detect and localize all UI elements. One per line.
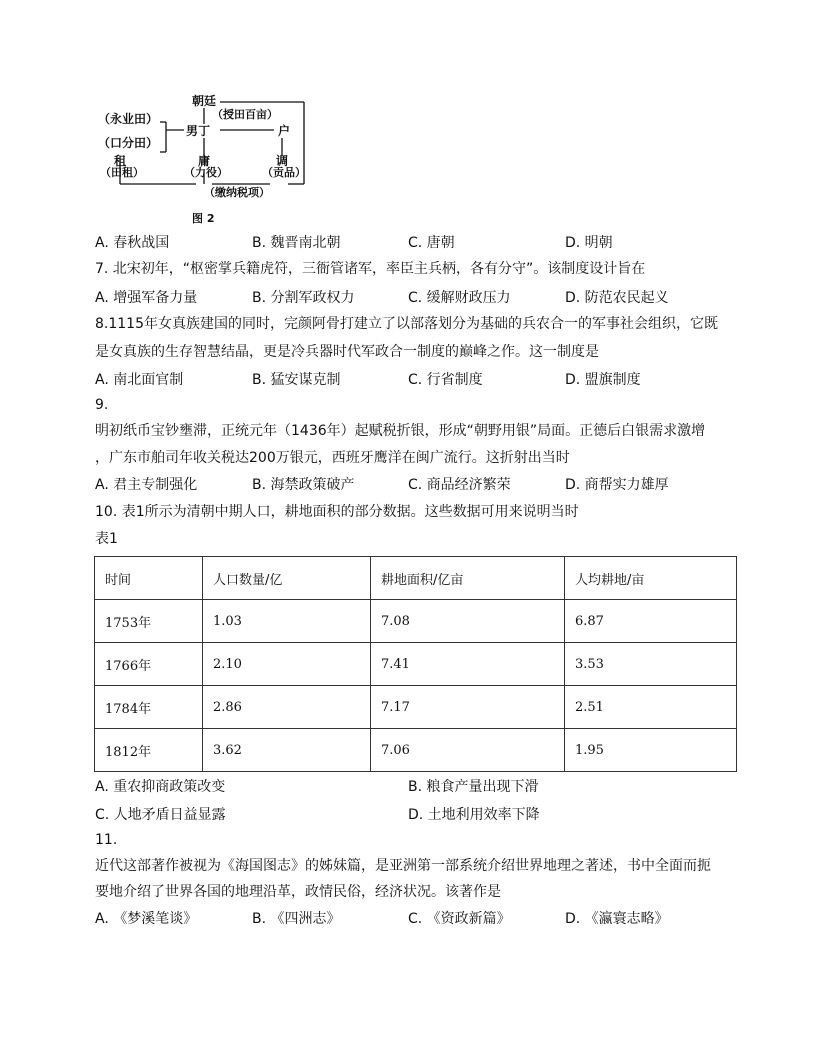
table-cell-farmland: 7.06: [371, 729, 565, 772]
q10-option-d[interactable]: D. 土地利用效率下降: [408, 807, 540, 823]
q6-options: [95, 232, 735, 252]
q9-option-c[interactable]: C. 商品经济繁荣: [408, 477, 511, 493]
table-cell-farmland: 7.17: [371, 686, 565, 729]
diagram-male: 男丁: [186, 124, 211, 138]
q7-option-d[interactable]: D. 防范农民起义: [565, 290, 669, 306]
table-cell-population: 1.03: [203, 600, 371, 643]
q9-stem-line2: ，广东市舶司年收关税达200万银元，西班牙鹰洋在闽广流行。这折射出当时: [95, 450, 570, 466]
q10-stem: 10. 表1所示为清朝中期人口，耕地面积的部分数据。这些数据可用来说明当时: [95, 504, 579, 520]
q9-stem-line1: 明初纸币宝钞壅滞，正统元年（1436年）起赋税折银，形成“朝野用银”局面。正德后白银需求激增: [95, 423, 706, 439]
q7-stem: 7. 北宋初年，“枢密掌兵籍虎符，三衙管诸军，率臣主兵柄，各有分守”。该制度设计旨在: [95, 261, 646, 277]
q7-option-a[interactable]: A. 增强军备力量: [95, 290, 198, 306]
diagram-court: 朝廷: [192, 94, 217, 108]
table-cell-farmland: 7.08: [371, 600, 565, 643]
table-cell-per-capita: 6.87: [565, 600, 737, 643]
paren-close: ）: [146, 136, 159, 150]
table-cell-per-capita: 1.95: [565, 729, 737, 772]
q9-number: 9.: [95, 397, 109, 413]
diagram-yongye-field: [98, 112, 158, 126]
q8-stem-line2: 是女真族的生存智慧结晶，更是冷兵器时代军政合一制度的巅峰之作。这一制度是: [95, 344, 599, 360]
q8-stem-line1: 8.1115年女真族建国的同时，完颜阿骨打建立了以部落划分为基础的兵农合一的军事社会组织，它既: [95, 316, 718, 332]
diagram-diao: 调: [276, 154, 289, 168]
q11-stem-line2: 要地介绍了世界各国的地理沿革，政情民俗，经济状况。该著作是: [95, 884, 501, 900]
paren-open: （: [98, 112, 111, 126]
diagram-zu: 租: [114, 154, 127, 168]
table-cell-population: 2.86: [203, 686, 371, 729]
table-cell-year: 1784年: [95, 686, 203, 729]
q6-option-b[interactable]: B. 魏晋南北朝: [252, 235, 341, 251]
diagram-diao-sub: （贡品）: [262, 166, 306, 179]
diagram-yong-sub: （力役）: [184, 166, 228, 179]
q9-options: [95, 474, 735, 494]
q8-options: [95, 369, 735, 389]
q11-number: 11.: [95, 832, 118, 848]
diagram-household: 户: [278, 124, 291, 138]
table-row: [95, 686, 737, 729]
diagram-koufen-field: [98, 136, 158, 150]
table-row: [95, 600, 737, 643]
table-cell-year: 1812年: [95, 729, 203, 772]
q11-options: [95, 908, 735, 928]
table-row: [95, 729, 737, 772]
table-header-cell: 时间: [95, 557, 203, 600]
table-cell-farmland: 7.41: [371, 643, 565, 686]
table-header-cell: 人均耕地/亩: [565, 557, 737, 600]
q6-option-c[interactable]: C. 唐朝: [408, 235, 455, 251]
q11-option-d[interactable]: D. 《瀛寰志略》: [565, 911, 669, 927]
diagram-yong: 庸: [198, 154, 211, 168]
q11-option-a[interactable]: A. 《梦溪笔谈》: [95, 911, 198, 927]
q6-option-a[interactable]: A. 春秋战国: [95, 235, 170, 251]
diagram-land-grant: （授田百亩）: [212, 108, 278, 121]
q8-option-c[interactable]: C. 行省制度: [408, 372, 483, 388]
paren-open: （: [98, 136, 111, 150]
q8-option-a[interactable]: A. 南北面官制: [95, 372, 184, 388]
q10-options-row1: [95, 776, 735, 796]
q9-option-b[interactable]: B. 海禁政策破产: [252, 477, 355, 493]
q11-option-b[interactable]: B. 《四洲志》: [252, 911, 341, 927]
q7-options: [95, 287, 735, 307]
q7-option-b[interactable]: B. 分割军政权力: [252, 290, 355, 306]
table-cell-per-capita: 3.53: [565, 643, 737, 686]
q6-option-d[interactable]: D. 明朝: [565, 235, 613, 251]
q10-option-b[interactable]: B. 粮食产量出现下滑: [408, 779, 539, 795]
yongye-label: 永业田: [110, 112, 147, 126]
table-cell-population: 2.10: [203, 643, 371, 686]
q10-option-c[interactable]: C. 人地矛盾日益显露: [95, 807, 226, 823]
table-header-row: [95, 557, 737, 600]
q10-options-row2: [95, 804, 735, 824]
koufen-label: 口分田: [110, 136, 147, 150]
figure-caption: 图 2: [192, 212, 215, 225]
table-label: 表1: [95, 531, 118, 547]
table-row: [95, 643, 737, 686]
population-farmland-table: [94, 556, 737, 772]
table-cell-per-capita: 2.51: [565, 686, 737, 729]
q9-option-d[interactable]: D. 商帮实力雄厚: [565, 477, 669, 493]
table-header-cell: 耕地面积/亿亩: [371, 557, 565, 600]
table-cell-population: 3.62: [203, 729, 371, 772]
q11-option-c[interactable]: C. 《资政新篇》: [408, 911, 511, 927]
table-header-cell: 人口数量/亿: [203, 557, 371, 600]
q8-option-d[interactable]: D. 盟旗制度: [565, 372, 641, 388]
diagram-pay-taxes: （缴纳税项）: [204, 186, 270, 199]
q8-option-b[interactable]: B. 猛安谋克制: [252, 372, 341, 388]
table-cell-year: 1766年: [95, 643, 203, 686]
paren-close: ）: [146, 112, 159, 126]
land-tax-diagram: [92, 92, 322, 232]
diagram-zu-sub: （田租）: [100, 166, 144, 179]
q11-stem-line1: 近代这部著作被视为《海国图志》的姊妹篇，是亚洲第一部系统介绍世界地理之著述，书中全面而扼: [95, 858, 711, 874]
q7-option-c[interactable]: C. 缓解财政压力: [408, 290, 511, 306]
q10-option-a[interactable]: A. 重农抑商政策改变: [95, 779, 226, 795]
q9-option-a[interactable]: A. 君主专制强化: [95, 477, 198, 493]
table-cell-year: 1753年: [95, 600, 203, 643]
